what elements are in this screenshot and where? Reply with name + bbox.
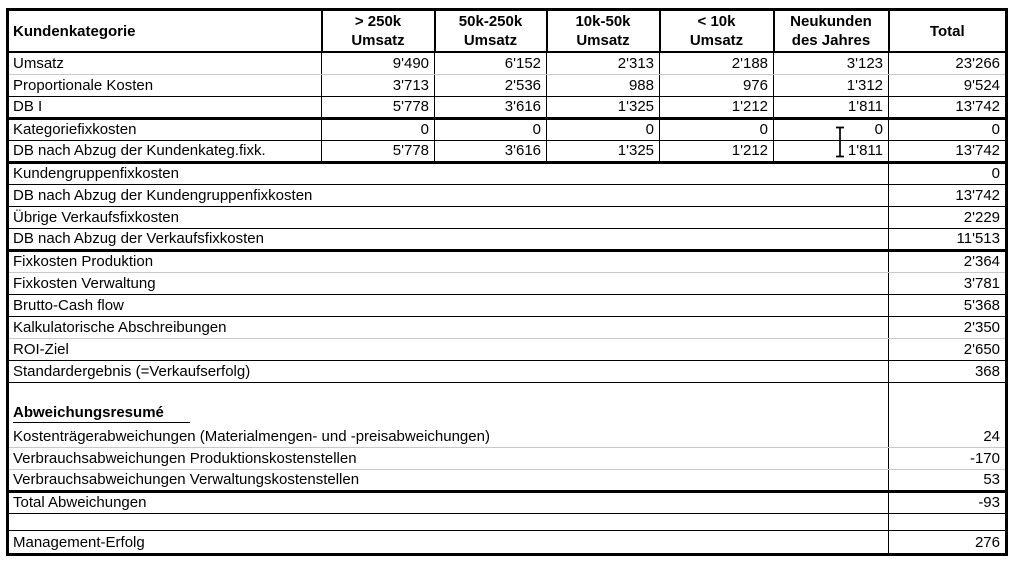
- value-cell[interactable]: 2'313: [547, 52, 660, 74]
- row-label[interactable]: [8, 382, 889, 399]
- blank-row: [8, 382, 1007, 399]
- table-row: [8, 228, 1007, 250]
- row-label[interactable]: DB nach Abzug der Kundenkateg.fixk.: [8, 140, 322, 162]
- row-label[interactable]: Standardergebnis (=Verkaufserfolg): [8, 360, 889, 382]
- total-cell[interactable]: 5'368: [889, 294, 1007, 316]
- col-header-neukunden[interactable]: [774, 10, 889, 53]
- table-row: [8, 96, 1007, 118]
- row-label[interactable]: ROI-Ziel: [8, 338, 889, 360]
- value-cell[interactable]: 6'152: [435, 52, 547, 74]
- row-label[interactable]: Brutto-Cash flow: [8, 294, 889, 316]
- value-cell[interactable]: 0: [660, 118, 774, 140]
- header-kundenkategorie[interactable]: Kundenkategorie: [8, 10, 322, 53]
- table-row: [8, 425, 1007, 447]
- value-cell[interactable]: 0: [889, 118, 1007, 140]
- value-cell[interactable]: 5'778: [322, 96, 435, 118]
- table-row: [8, 294, 1007, 316]
- row-label[interactable]: Fixkosten Produktion: [8, 250, 889, 272]
- value-cell[interactable]: 23'266: [889, 52, 1007, 74]
- total-cell[interactable]: 276: [889, 530, 1007, 554]
- table-row: [8, 162, 1007, 184]
- value-cell[interactable]: 0: [322, 118, 435, 140]
- total-cell[interactable]: 2'650: [889, 338, 1007, 360]
- value-cell[interactable]: 3'123: [774, 52, 889, 74]
- row-label[interactable]: Total Abweichungen: [8, 491, 889, 513]
- value-cell[interactable]: 1'811: [774, 140, 889, 162]
- value-cell[interactable]: 13'742: [889, 96, 1007, 118]
- col-header-line2: Umsatz: [576, 32, 630, 49]
- row-label[interactable]: Kalkulatorische Abschreibungen: [8, 316, 889, 338]
- row-label[interactable]: Proportionale Kosten: [8, 74, 322, 96]
- row-label[interactable]: Verbrauchsabweichungen Produktionskostenstellen: [8, 447, 889, 469]
- total-cell[interactable]: 2'364: [889, 250, 1007, 272]
- value-cell[interactable]: 0: [774, 118, 889, 140]
- row-label[interactable]: DB I: [8, 96, 322, 118]
- value-cell[interactable]: 3'616: [435, 140, 547, 162]
- header-row: [8, 10, 1007, 53]
- value-cell[interactable]: 1'325: [547, 140, 660, 162]
- col-header-50k-250k[interactable]: [435, 10, 547, 53]
- table-row: [8, 250, 1007, 272]
- value-cell[interactable]: 988: [547, 74, 660, 96]
- col-header-line1: Total: [929, 22, 965, 40]
- total-cell[interactable]: 0: [889, 162, 1007, 184]
- row-label[interactable]: Kostenträgerabweichungen (Materialmengen- und -preisabweichungen): [8, 425, 889, 447]
- value-cell[interactable]: 9'524: [889, 74, 1007, 96]
- section-heading-row: [8, 399, 1007, 425]
- value-cell[interactable]: 9'490: [322, 52, 435, 74]
- total-cell[interactable]: 13'742: [889, 184, 1007, 206]
- value-cell[interactable]: 13'742: [889, 140, 1007, 162]
- total-cell[interactable]: 368: [889, 360, 1007, 382]
- row-label[interactable]: Verbrauchsabweichungen Verwaltungskostenstellen: [8, 469, 889, 491]
- total-cell[interactable]: 3'781: [889, 272, 1007, 294]
- total-cell[interactable]: [889, 399, 1007, 425]
- col-header-total[interactable]: [889, 10, 1007, 53]
- total-cell[interactable]: -170: [889, 447, 1007, 469]
- blank-row: [8, 513, 1007, 530]
- total-cell[interactable]: 2'350: [889, 316, 1007, 338]
- col-header-line2: Umsatz: [463, 32, 518, 49]
- table-row: [8, 491, 1007, 513]
- value-cell[interactable]: 3'616: [435, 96, 547, 118]
- heading-text: Abweichungsresumé: [13, 404, 190, 423]
- total-cell[interactable]: 24: [889, 425, 1007, 447]
- col-header-line1: 10k-50k: [575, 13, 631, 30]
- table-row: [8, 74, 1007, 96]
- table-row: [8, 52, 1007, 74]
- total-cell[interactable]: 53: [889, 469, 1007, 491]
- col-header-line1: > 250k: [354, 13, 402, 30]
- value-cell[interactable]: 5'778: [322, 140, 435, 162]
- col-header-line1: 50k-250k: [458, 13, 523, 30]
- table-row: [8, 447, 1007, 469]
- table-row: [8, 469, 1007, 491]
- row-label[interactable]: Übrige Verkaufsfixkosten: [8, 206, 889, 228]
- total-cell[interactable]: [889, 382, 1007, 399]
- value-cell[interactable]: 1'212: [660, 140, 774, 162]
- table-row: [8, 118, 1007, 140]
- col-header-250k-plus[interactable]: [322, 10, 435, 53]
- table-row: [8, 272, 1007, 294]
- table-row: [8, 360, 1007, 382]
- total-cell[interactable]: 11'513: [889, 228, 1007, 250]
- col-header-10k-50k[interactable]: [547, 10, 660, 53]
- row-label[interactable]: Kategoriefixkosten: [8, 118, 322, 140]
- row-label[interactable]: Kundengruppenfixkosten: [8, 162, 889, 184]
- value-cell[interactable]: 1'811: [774, 96, 889, 118]
- value-cell[interactable]: 1'312: [774, 74, 889, 96]
- section-heading-cell[interactable]: [8, 399, 889, 425]
- report-table: [6, 8, 1008, 556]
- row-label[interactable]: Fixkosten Verwaltung: [8, 272, 889, 294]
- row-label[interactable]: Management-Erfolg: [13, 533, 145, 551]
- row-label[interactable]: Umsatz: [8, 52, 322, 74]
- table-row: [8, 530, 1007, 554]
- col-header-line1: < 10k: [697, 13, 736, 30]
- col-header-line2: Umsatz: [689, 32, 744, 49]
- value-cell[interactable]: 1'325: [547, 96, 660, 118]
- row-label[interactable]: [8, 513, 889, 530]
- table-row: [8, 184, 1007, 206]
- table-row: [8, 316, 1007, 338]
- value-cell[interactable]: 3'713: [322, 74, 435, 96]
- report-table-body: [8, 52, 1007, 554]
- value-cell[interactable]: 2'188: [660, 52, 774, 74]
- table-row: [8, 206, 1007, 228]
- total-cell[interactable]: 2'229: [889, 206, 1007, 228]
- col-header-line1: Neukunden: [790, 13, 872, 30]
- col-header-line2: Umsatz: [351, 32, 405, 49]
- value-cell[interactable]: 2'536: [435, 74, 547, 96]
- value-cell[interactable]: 1'212: [660, 96, 774, 118]
- value-cell[interactable]: 976: [660, 74, 774, 96]
- total-cell[interactable]: [889, 513, 1007, 530]
- col-header-under-10k[interactable]: [660, 10, 774, 53]
- table-row: [8, 140, 1007, 162]
- value-cell[interactable]: 0: [547, 118, 660, 140]
- table-row: [8, 338, 1007, 360]
- row-label[interactable]: DB nach Abzug der Verkaufsfixkosten: [8, 228, 889, 250]
- col-header-line2: des Jahres: [791, 32, 871, 49]
- row-label[interactable]: DB nach Abzug der Kundengruppenfixkosten: [8, 184, 889, 206]
- value-cell[interactable]: 0: [435, 118, 547, 140]
- total-cell[interactable]: -93: [889, 491, 1007, 513]
